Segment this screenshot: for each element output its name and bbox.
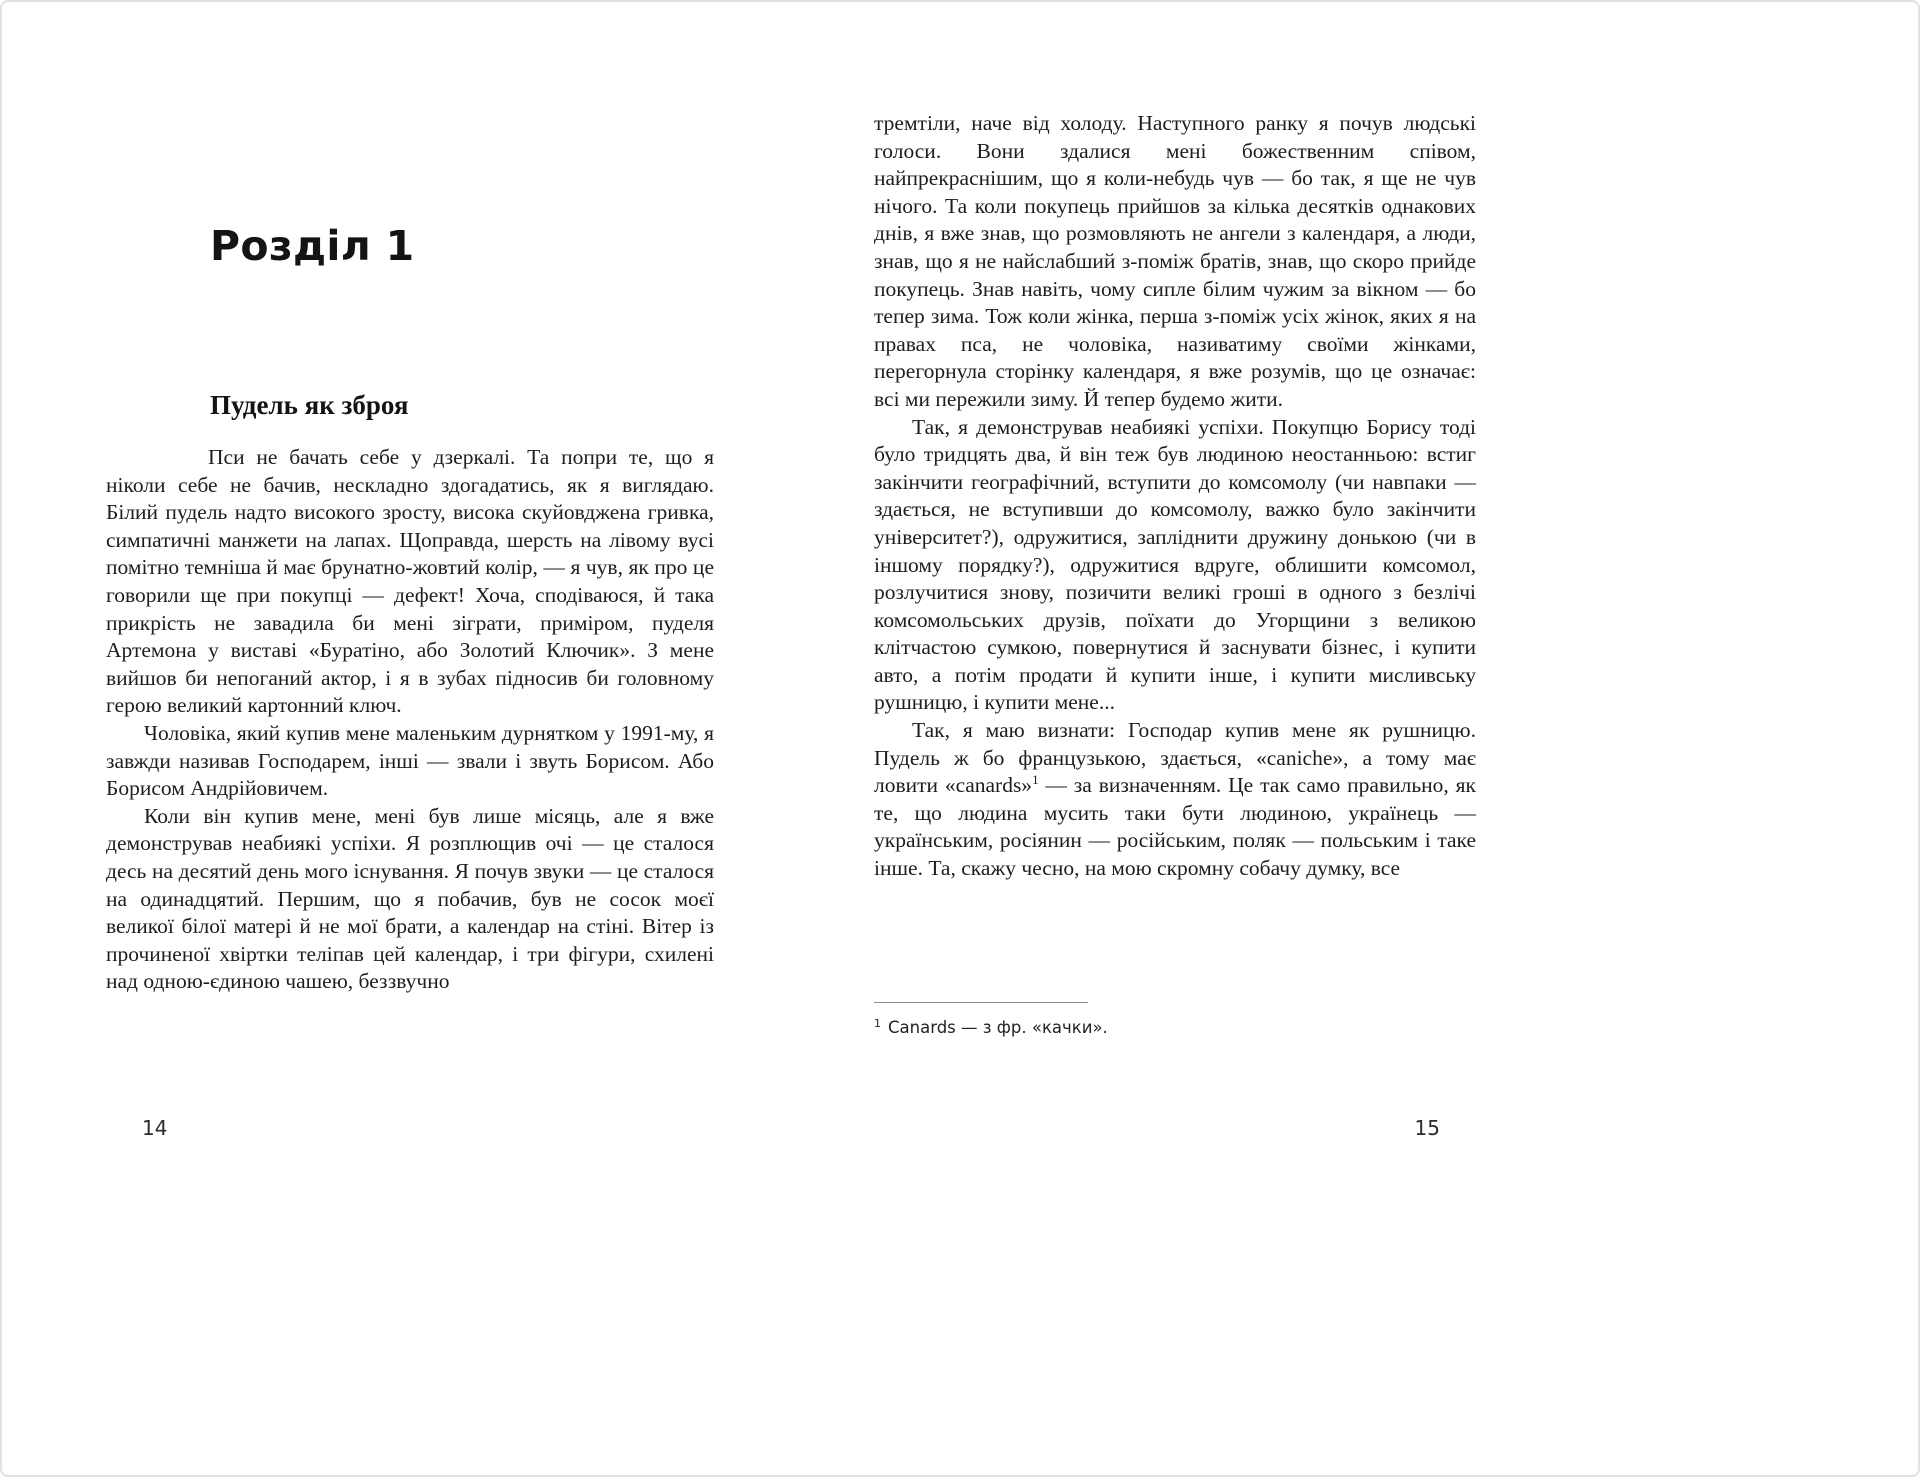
paragraph: тремтіли, наче від холоду. Наступного ранку я почув людські голоси. Вони здалися мені божественним співом, найпрекраснішим, що я коли-небудь чув — бо так, я ще не чув нічого. Та коли покупець прийшов за кілька десятків однакових днів, я вже знав, що розмовляють не ангели з календаря, а люди, знав, що я не найслабший з-поміж братів, знав, що скоро прийде покупець. Знав навіть, чому сипле білим чужим за вікном — бо тепер зима. Тож коли жінка, перша з-поміж усіх жінок, яких я на правах пса, не чоловіка, називатиму своїми жінками, перегорнула сторінку календаря, я вже розумів, що це означає: всі ми пережили зиму. Й тепер будемо жити.: [874, 111, 1476, 411]
paragraph-text: Так, я маю визнати: Господар купив мене як рушницю. Пудель ж бо французькою, здається, «caniche», а тому має ловити «canards»: [874, 718, 1476, 798]
paragraph: Чоловіка, який купив мене маленьким дурнятком у 1991-му, я завжди називав Господарем, інші — звали і звуть Борисом. Або Борисом Андрійовичем.: [106, 720, 714, 801]
section-title: Пудель як зброя: [210, 390, 409, 420]
paragraph: Так, я демонстрував неабиякі успіхи. Покупцю Борису тоді було тридцять два, й він теж був людиною неостанньою: встиг закінчити географічний, вступити до комсомолу (чи навпаки — здається, не вступивши до комсомолу, важко було закінчити університет?), одружитися, запліднити дружину донькою (чи в іншому порядку?), одружитися вдруге, облишити комсомол, розлучитися знову, позичити великі гроші в одного з безлічі комсомольських друзів, поїхати до Угорщини з великою клітчастою сумкою, повернутися й заснувати бізнес, і купити авто, а потім продати й купити інше, і купити мисливську рушницю, і купити мене...: [874, 414, 1476, 715]
chapter-title: Розділ 1: [210, 222, 415, 270]
paragraph: [874, 717, 1476, 883]
page-left: [106, 2, 714, 1475]
footnote-reference: 1: [1032, 772, 1039, 788]
footnote-marker: 1: [874, 1016, 881, 1030]
footnote-divider: [874, 1002, 1088, 1003]
page-number-right: 15: [1414, 1116, 1440, 1140]
page-number-left: 14: [142, 1116, 168, 1140]
footnote: [874, 1002, 1476, 1039]
right-page-text: [874, 110, 1476, 883]
left-page-text: [106, 444, 714, 996]
paragraph: Пси не бачать себе у дзеркалі. Та попри те, що я ніколи себе не бачив, нескладно здогадатись, як я виглядаю. Білий пудель надто високого зросту, висока скуйовджена гривка, симпатичні манжети на лапах. Щоправда, шерсть на лівому вусі помітно темніша й має брунатно-жовтий колір, — я чув, як про це говорили ще при покупці — дефект! Хоча, сподіваюся, й така прикрість не завадила би мені зіграти, приміром, пуделя Артемона у виставі «Буратіно, або Золотий Ключик». З мене вийшов би непоганий актор, і я в зубах підносив би головному герою великий картонний ключ.: [106, 445, 714, 718]
page-right: [874, 2, 1476, 1475]
footnote-body: Canards — з фр. «качки».: [888, 1018, 1108, 1037]
paragraph: Коли він купив мене, мені був лише місяць, але я вже демонстрував неабиякі успіхи. Я розплющив очі — це сталося десь на десятий день мого існування. Я почув звуки — це сталося на одинадцятий. Першим, що я побачив, був не сосок моєї великої білої матері й не мої брати, а календар на стіні. Вітер із прочиненої хвіртки теліпав цей календар, і три фігури, схилені над одною-єдиною чашею, беззвучно: [106, 803, 714, 994]
footnote-text: [874, 1017, 1476, 1039]
paragraph-text: — за визначенням. Це так само правильно, як те, що людина мусить таки бути людиною, українець — українським, росіянин — російським, поляк — польським і таке інше. Та, скажу чесно, на мою скромну собачу думку, все: [874, 773, 1476, 881]
